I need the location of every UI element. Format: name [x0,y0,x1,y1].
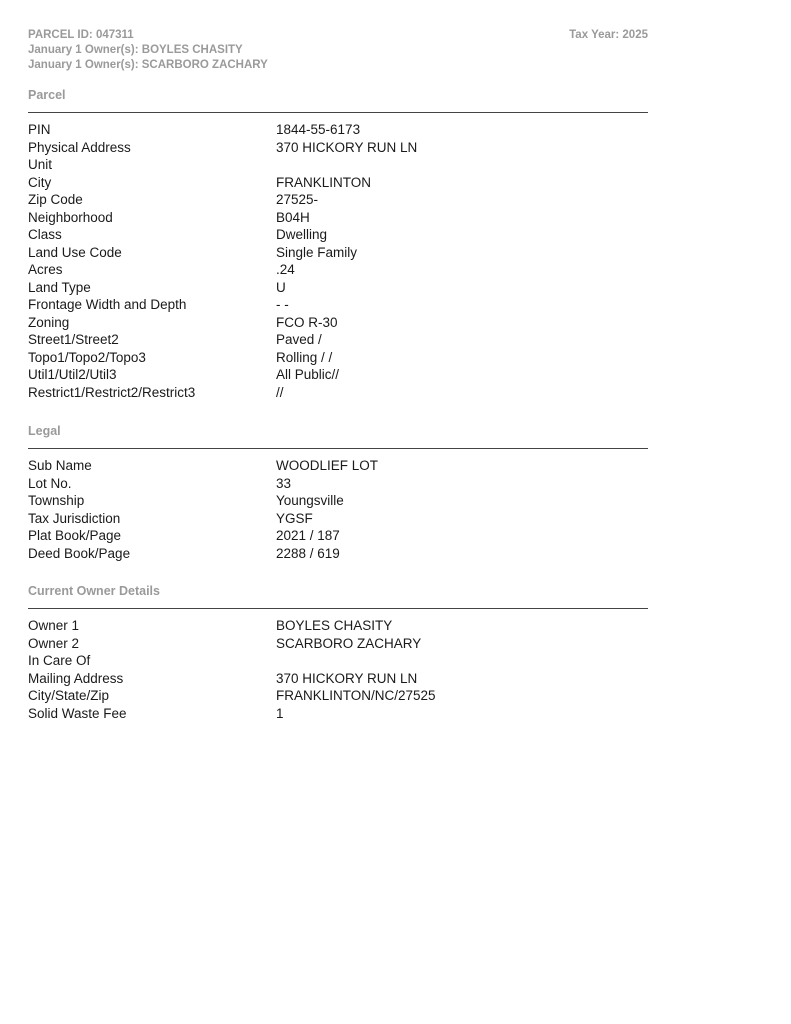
field-value: 1 [276,705,284,721]
section-title-parcel: Parcel [28,88,66,102]
field-value: All Public// [276,367,340,382]
field-row [28,527,648,545]
field-value: B04H [276,209,310,225]
field-value: 27525- [276,192,319,207]
field-row [28,226,648,244]
field-value: Youngsville [276,493,344,508]
field-label: Topo1/Topo2/Topo3 [28,349,146,365]
field-label: Util1/Util2/Util3 [28,367,117,382]
field-value: Rolling / / [276,349,333,365]
field-label: Mailing Address [28,670,124,686]
field-row [28,617,648,635]
field-value: U [276,279,286,295]
field-label: Owner 2 [28,635,80,651]
field-label: City/State/Zip [28,688,110,703]
field-value: 2288 / 619 [276,545,340,561]
field-row [28,705,648,723]
parcel-rows [28,121,648,401]
field-label: Zoning [28,314,70,330]
field-label: In Care Of [28,653,91,668]
field-row [28,687,648,705]
field-label: Solid Waste Fee [28,705,127,721]
field-row [28,139,648,157]
field-row [28,209,648,227]
january-owner-line-2: January 1 Owner(s): SCARBORO ZACHARY [28,59,268,71]
field-row [28,314,648,332]
field-value: 1844-55-6173 [276,122,361,137]
section-divider-legal [28,448,648,449]
field-label: Lot No. [28,475,72,491]
field-label: Unit [28,157,53,172]
field-value: Dwelling [276,227,328,242]
legal-rows [28,457,648,562]
parcel-id: PARCEL ID: 047311 [28,29,134,41]
tax-year: Tax Year: 2025 [569,29,648,41]
field-label: Sub Name [28,458,92,473]
field-value: // [276,384,284,400]
field-value: 33 [276,475,292,491]
field-value: YGSF [276,510,313,526]
field-row [28,279,648,297]
field-label: Tax Jurisdiction [28,510,121,526]
field-row [28,191,648,209]
field-label: Street1/Street2 [28,332,119,347]
field-value: Single Family [276,244,358,260]
field-label: PIN [28,122,51,137]
field-row [28,652,648,670]
field-row [28,174,648,192]
field-value: BOYLES CHASITY [276,618,393,633]
section-divider-parcel [28,112,648,113]
field-label: Land Type [28,279,91,295]
field-row [28,366,648,384]
field-row [28,261,648,279]
field-row [28,349,648,367]
section-title-owner: Current Owner Details [28,584,160,598]
section-title-legal: Legal [28,424,61,438]
field-row [28,156,648,174]
field-row [28,492,648,510]
field-value: 370 HICKORY RUN LN [276,139,418,155]
field-label: Zip Code [28,192,83,207]
field-label: Owner 1 [28,618,80,633]
field-value: .24 [276,262,295,277]
field-value: SCARBORO ZACHARY [276,635,422,651]
january-owner-line-1: January 1 Owner(s): BOYLES CHASITY [28,44,243,56]
field-row [28,296,648,314]
field-row [28,635,648,653]
field-row [28,331,648,349]
owner-rows [28,617,648,722]
field-value: FCO R-30 [276,314,338,330]
field-row [28,545,648,563]
field-value: 2021 / 187 [276,528,340,543]
field-value: - - [276,297,289,312]
field-label: Plat Book/Page [28,528,122,543]
field-row [28,510,648,528]
field-value: FRANKLINTON [276,174,372,190]
field-label: Acres [28,262,63,277]
field-label: Township [28,493,85,508]
field-value: Paved / [276,332,322,347]
field-label: Deed Book/Page [28,545,131,561]
field-row [28,384,648,402]
field-label: Restrict1/Restrict2/Restrict3 [28,384,196,400]
field-label: Physical Address [28,139,131,155]
field-value: 370 HICKORY RUN LN [276,670,418,686]
section-divider-owner [28,608,648,609]
field-row [28,475,648,493]
field-row [28,121,648,139]
field-label: City [28,174,52,190]
field-value: FRANKLINTON/NC/27525 [276,688,436,703]
field-row [28,457,648,475]
field-value: WOODLIEF LOT [276,458,379,473]
field-row [28,244,648,262]
field-label: Land Use Code [28,244,122,260]
field-row [28,670,648,688]
field-label: Frontage Width and Depth [28,297,187,312]
field-label: Neighborhood [28,209,113,225]
field-label: Class [28,227,62,242]
